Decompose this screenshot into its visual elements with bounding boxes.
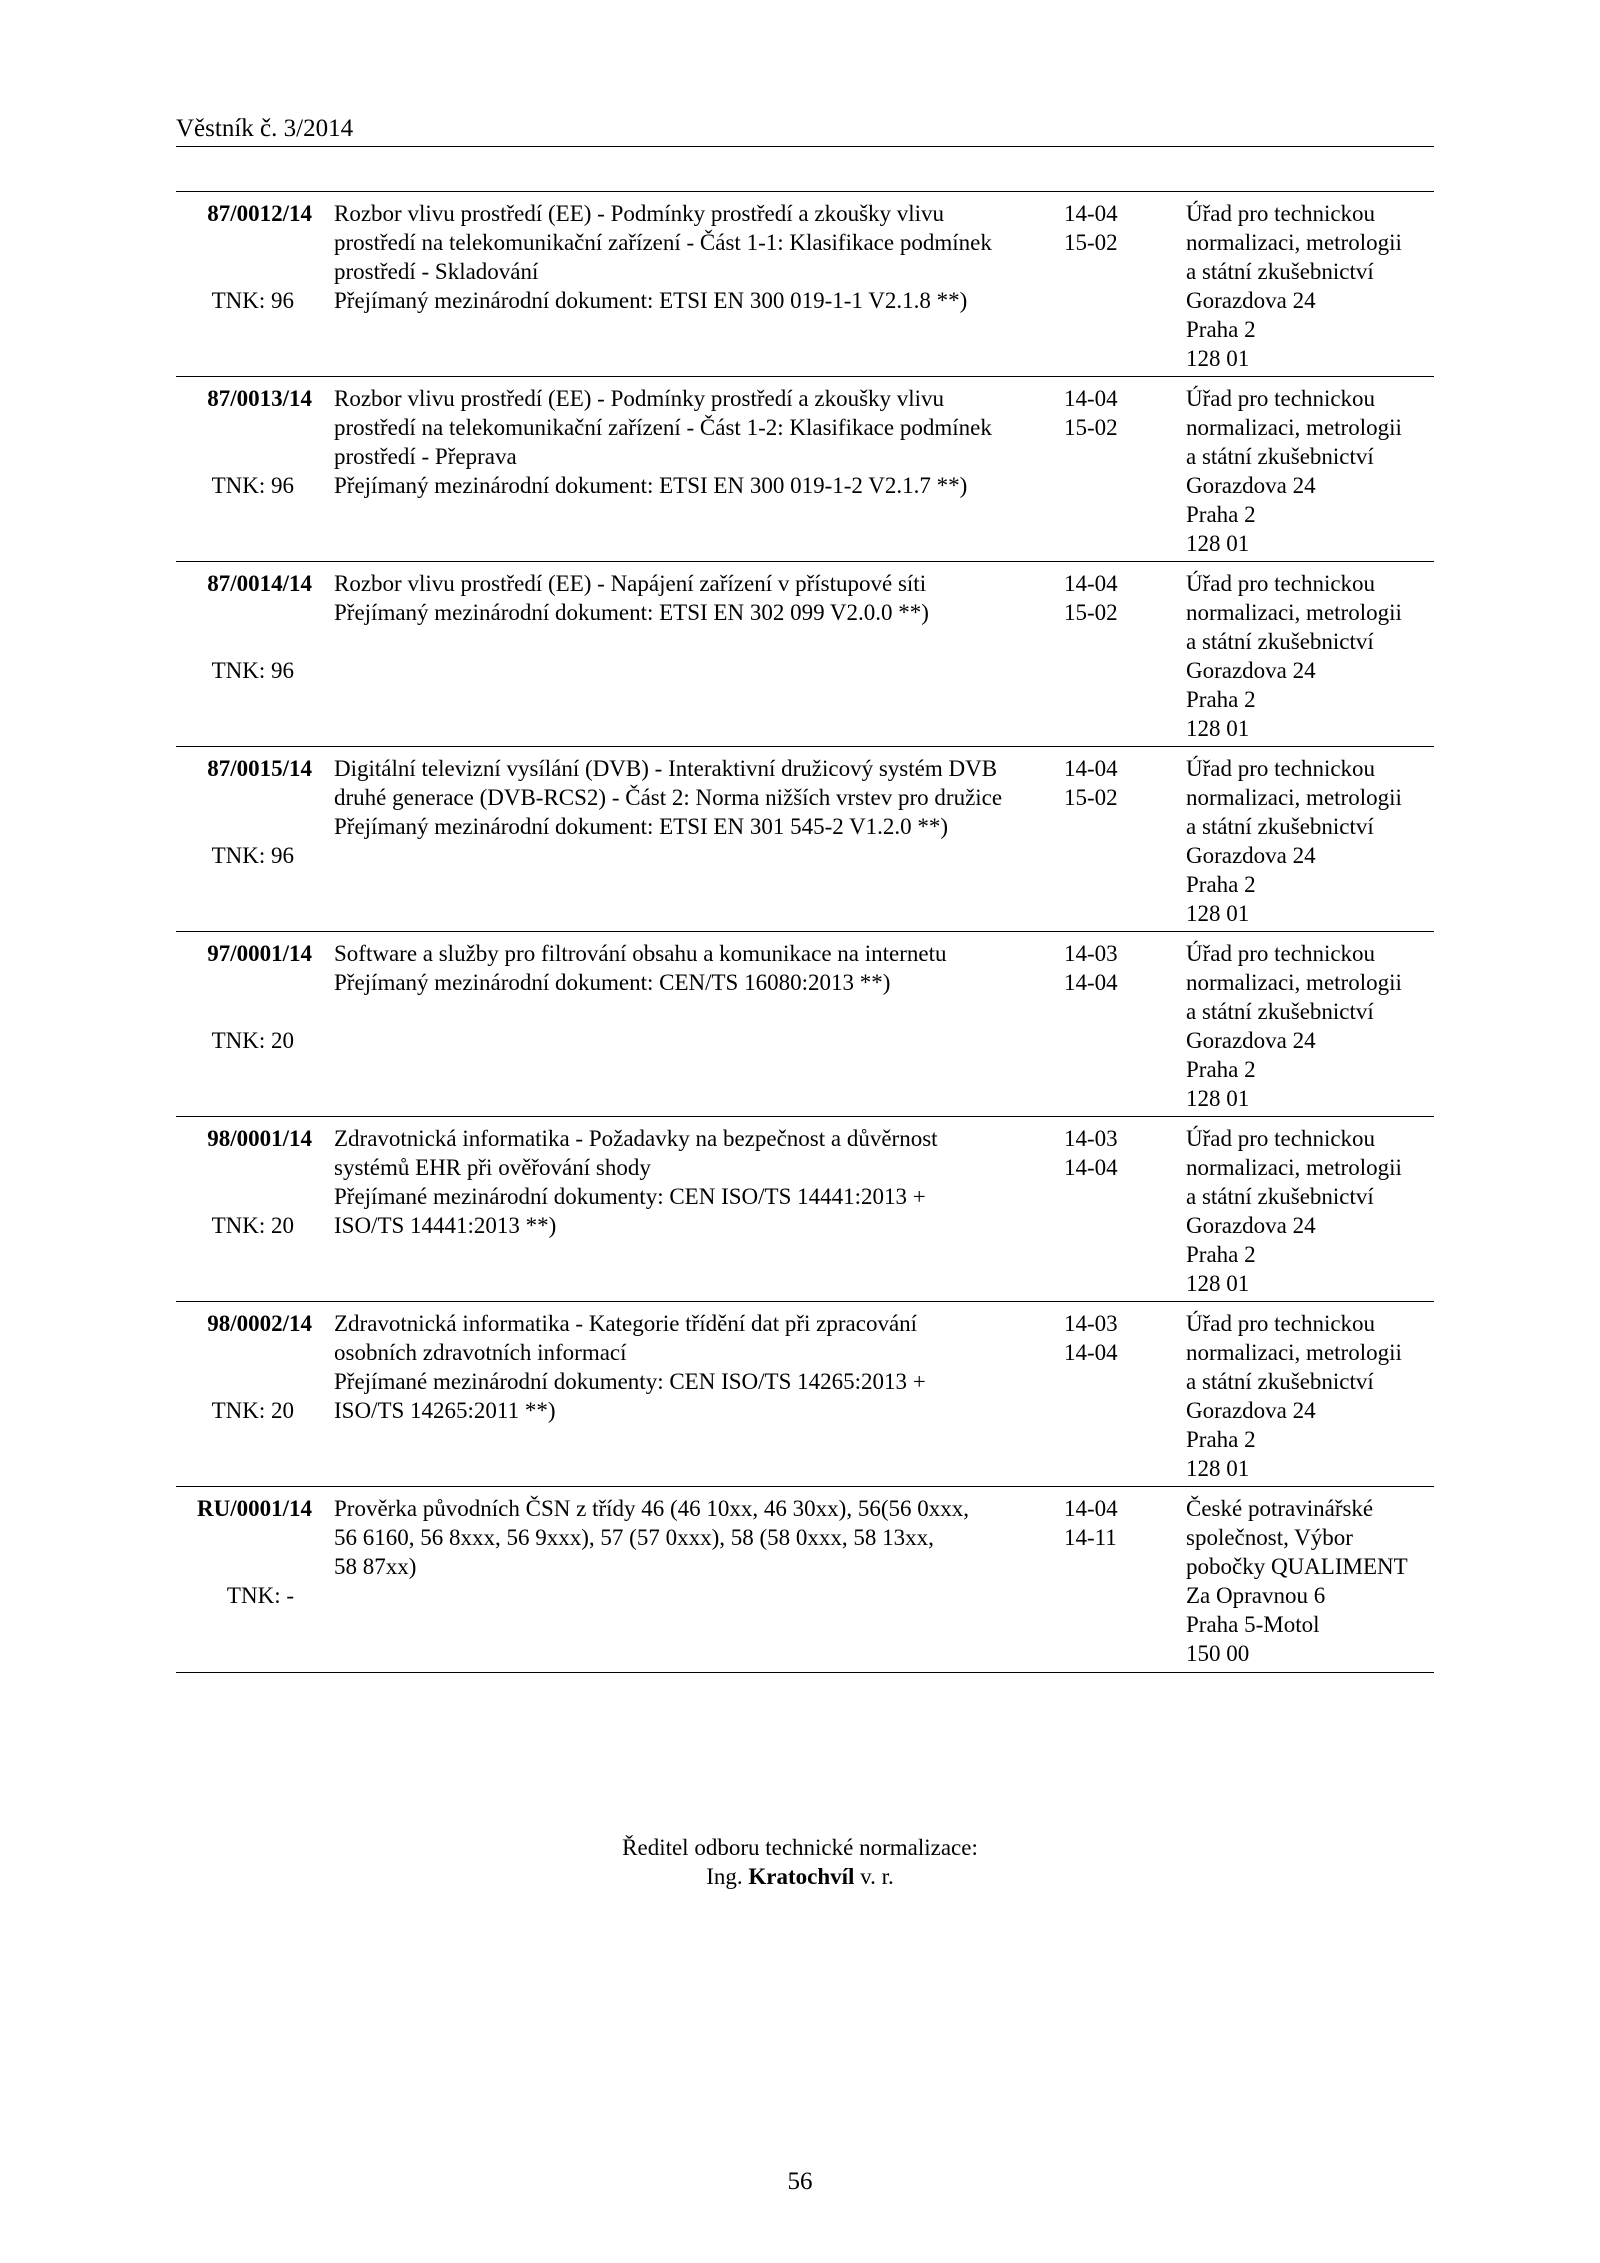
date-end: 15-02 [1064, 415, 1118, 440]
description-line: Přejímaný mezinárodní dokument: ETSI EN 302 099 V2.0.0 **) [334, 600, 929, 625]
record-dates [1064, 569, 1144, 627]
signature-name-line [0, 1862, 1600, 1891]
institution-line: Praha 5-Motol [1186, 1612, 1320, 1637]
description-line: Rozbor vlivu prostředí (EE) - Podmínky prostředí a zkoušky vlivu [334, 201, 945, 226]
record-institution [1186, 1309, 1436, 1483]
description-line: Přejímané mezinárodní dokumenty: CEN ISO/TS 14441:2013 + [334, 1184, 926, 1209]
record-institution [1186, 569, 1436, 743]
institution-line: 128 01 [1186, 901, 1250, 926]
tnk-label: TNK: 20 [211, 1028, 294, 1053]
institution-line: 128 01 [1186, 1086, 1250, 1111]
date-end: 14-04 [1064, 1155, 1118, 1180]
institution-line: Gorazdova 24 [1186, 1028, 1316, 1053]
institution-line: normalizaci, metrologii [1186, 970, 1402, 995]
institution-line: Gorazdova 24 [1186, 1398, 1316, 1423]
record-dates [1064, 1494, 1144, 1552]
description-line: 58 87xx) [334, 1554, 417, 1579]
institution-line: a státní zkušebnictví [1186, 259, 1374, 284]
date-start: 14-04 [1064, 386, 1118, 411]
description-line: ISO/TS 14441:2013 **) [334, 1213, 557, 1238]
institution-line: Úřad pro technickou [1186, 1311, 1376, 1336]
tnk-label: TNK: 20 [211, 1213, 294, 1238]
signature-prefix: Ing. [706, 1864, 743, 1889]
institution-line: Praha 2 [1186, 872, 1256, 897]
description-line: systémů EHR při ověřování shody [334, 1155, 651, 1180]
institution-line: 128 01 [1186, 1271, 1250, 1296]
tnk-label: TNK: - [226, 1583, 294, 1608]
record-description [334, 1494, 1054, 1581]
institution-line: Gorazdova 24 [1186, 473, 1316, 498]
tnk-label: TNK: 20 [211, 1398, 294, 1423]
date-start: 14-03 [1064, 1311, 1118, 1336]
description-line: Přejímaný mezinárodní dokument: ETSI EN 300 019-1-1 V2.1.8 **) [334, 288, 968, 313]
table-row [176, 747, 1434, 932]
table-row [176, 1302, 1434, 1487]
description-line: osobních zdravotních informací [334, 1340, 627, 1365]
date-end: 14-04 [1064, 970, 1118, 995]
tnk-label: TNK: 96 [211, 843, 294, 868]
record-dates [1064, 754, 1144, 812]
institution-line: Gorazdova 24 [1186, 288, 1316, 313]
date-start: 14-04 [1064, 756, 1118, 781]
institution-line: Praha 2 [1186, 502, 1256, 527]
record-description [334, 1309, 1054, 1425]
journal-title: Věstník č. 3/2014 [176, 115, 354, 142]
institution-line: Úřad pro technickou [1186, 1126, 1376, 1151]
institution-line: Praha 2 [1186, 687, 1256, 712]
institution-line: Gorazdova 24 [1186, 1213, 1316, 1238]
record-number: 87/0012/14 [207, 201, 312, 226]
institution-line: 128 01 [1186, 346, 1250, 371]
institution-line: normalizaci, metrologii [1186, 600, 1402, 625]
record-dates [1064, 1124, 1144, 1182]
table-row [176, 1117, 1434, 1302]
description-line: prostředí na telekomunikační zařízení - Část 1-2: Klasifikace podmínek [334, 415, 992, 440]
description-line: prostředí - Skladování [334, 259, 539, 284]
record-dates [1064, 384, 1144, 442]
record-dates [1064, 1309, 1144, 1367]
institution-line: 128 01 [1186, 531, 1250, 556]
table-row [176, 932, 1434, 1117]
record-description [334, 939, 1054, 997]
date-start: 14-03 [1064, 1126, 1118, 1151]
institution-line: společnost, Výbor [1186, 1525, 1353, 1550]
description-line: druhé generace (DVB-RCS2) - Část 2: Norma nižších vrstev pro družice [334, 785, 1003, 810]
record-number: 87/0014/14 [207, 571, 312, 596]
signature-title: Ředitel odboru technické normalizace: [622, 1835, 978, 1860]
institution-line: Úřad pro technickou [1186, 756, 1376, 781]
date-end: 15-02 [1064, 600, 1118, 625]
institution-line: Gorazdova 24 [1186, 658, 1316, 683]
record-description [334, 754, 1054, 841]
description-line: prostředí na telekomunikační zařízení - Část 1-1: Klasifikace podmínek [334, 230, 992, 255]
institution-line: Úřad pro technickou [1186, 941, 1376, 966]
record-number: 98/0002/14 [207, 1311, 312, 1336]
institution-line: Praha 2 [1186, 1057, 1256, 1082]
institution-line: Praha 2 [1186, 1242, 1256, 1267]
signature-name: Kratochvíl [748, 1864, 855, 1889]
institution-line: a státní zkušebnictví [1186, 1184, 1374, 1209]
description-line: 56 6160, 56 8xxx, 56 9xxx), 57 (57 0xxx), 58 (58 0xxx, 58 13xx, [334, 1525, 934, 1550]
institution-line: Úřad pro technickou [1186, 386, 1376, 411]
description-line: Prověrka původních ČSN z třídy 46 (46 10xx, 46 30xx), 56(56 0xxx, [334, 1496, 969, 1521]
description-line: Přejímaný mezinárodní dokument: CEN/TS 16080:2013 **) [334, 970, 891, 995]
record-description [334, 199, 1054, 315]
institution-line: Úřad pro technickou [1186, 201, 1376, 226]
record-description [334, 1124, 1054, 1240]
record-dates [1064, 939, 1144, 997]
institution-line: a státní zkušebnictví [1186, 999, 1374, 1024]
institution-line: 150 00 [1186, 1641, 1250, 1666]
institution-line: normalizaci, metrologii [1186, 415, 1402, 440]
record-number: 97/0001/14 [207, 941, 312, 966]
tnk-label: TNK: 96 [211, 288, 294, 313]
table-row [176, 1487, 1434, 1673]
description-line: Přejímaný mezinárodní dokument: ETSI EN 300 019-1-2 V2.1.7 **) [334, 473, 968, 498]
description-line: Zdravotnická informatika - Požadavky na bezpečnost a důvěrnost [334, 1126, 938, 1151]
description-line: Přejímaný mezinárodní dokument: ETSI EN 301 545-2 V1.2.0 **) [334, 814, 949, 839]
institution-line: Praha 2 [1186, 1427, 1256, 1452]
record-dates [1064, 199, 1144, 257]
description-line: Přejímané mezinárodní dokumenty: CEN ISO/TS 14265:2013 + [334, 1369, 926, 1394]
institution-line: normalizaci, metrologii [1186, 785, 1402, 810]
date-start: 14-04 [1064, 1496, 1118, 1521]
signature-suffix: v. r. [860, 1864, 894, 1889]
record-institution [1186, 1494, 1436, 1668]
record-description [334, 569, 1054, 627]
date-end: 15-02 [1064, 230, 1118, 255]
record-number: 87/0015/14 [207, 756, 312, 781]
date-start: 14-04 [1064, 201, 1118, 226]
institution-line: 128 01 [1186, 716, 1250, 741]
institution-line: Praha 2 [1186, 317, 1256, 342]
institution-line: Za Opravnou 6 [1186, 1583, 1326, 1608]
institution-line: Úřad pro technickou [1186, 571, 1376, 596]
institution-line: a státní zkušebnictví [1186, 814, 1374, 839]
institution-line: a státní zkušebnictví [1186, 444, 1374, 469]
record-institution [1186, 754, 1436, 928]
date-end: 14-04 [1064, 1340, 1118, 1365]
record-institution [1186, 384, 1436, 558]
tnk-label: TNK: 96 [211, 473, 294, 498]
date-start: 14-04 [1064, 571, 1118, 596]
institution-line: normalizaci, metrologii [1186, 230, 1402, 255]
institution-line: a státní zkušebnictví [1186, 1369, 1374, 1394]
record-institution [1186, 199, 1436, 373]
institution-line: normalizaci, metrologii [1186, 1340, 1402, 1365]
table-row [176, 192, 1434, 377]
table-row [176, 377, 1434, 562]
date-end: 14-11 [1064, 1525, 1117, 1550]
page-number: 56 [787, 2168, 813, 2195]
description-line: Rozbor vlivu prostředí (EE) - Napájení zařízení v přístupové síti [334, 571, 927, 596]
institution-line: České potravinářské [1186, 1496, 1374, 1521]
description-line: Digitální televizní vysílání (DVB) - Interaktivní družicový systém DVB [334, 756, 998, 781]
description-line: Zdravotnická informatika - Kategorie třídění dat při zpracování [334, 1311, 918, 1336]
institution-line: normalizaci, metrologii [1186, 1155, 1402, 1180]
table-row [176, 562, 1434, 747]
record-institution [1186, 1124, 1436, 1298]
description-line: ISO/TS 14265:2011 **) [334, 1398, 556, 1423]
description-line: prostředí - Přeprava [334, 444, 517, 469]
institution-line: pobočky QUALIMENT [1186, 1554, 1408, 1579]
institution-line: 128 01 [1186, 1456, 1250, 1481]
record-number: 87/0013/14 [207, 386, 312, 411]
standards-table [176, 191, 1434, 1673]
record-institution [1186, 939, 1436, 1113]
description-line: Rozbor vlivu prostředí (EE) - Podmínky prostředí a zkoušky vlivu [334, 386, 945, 411]
institution-line: a státní zkušebnictví [1186, 629, 1374, 654]
description-line: Software a služby pro filtrování obsahu a komunikace na internetu [334, 941, 947, 966]
record-number: RU/0001/14 [197, 1496, 312, 1521]
record-number: 98/0001/14 [207, 1126, 312, 1151]
date-start: 14-03 [1064, 941, 1118, 966]
record-description [334, 384, 1054, 500]
date-end: 15-02 [1064, 785, 1118, 810]
tnk-label: TNK: 96 [211, 658, 294, 683]
institution-line: Gorazdova 24 [1186, 843, 1316, 868]
signature-block [0, 1833, 1600, 1891]
page-header [176, 112, 1434, 147]
